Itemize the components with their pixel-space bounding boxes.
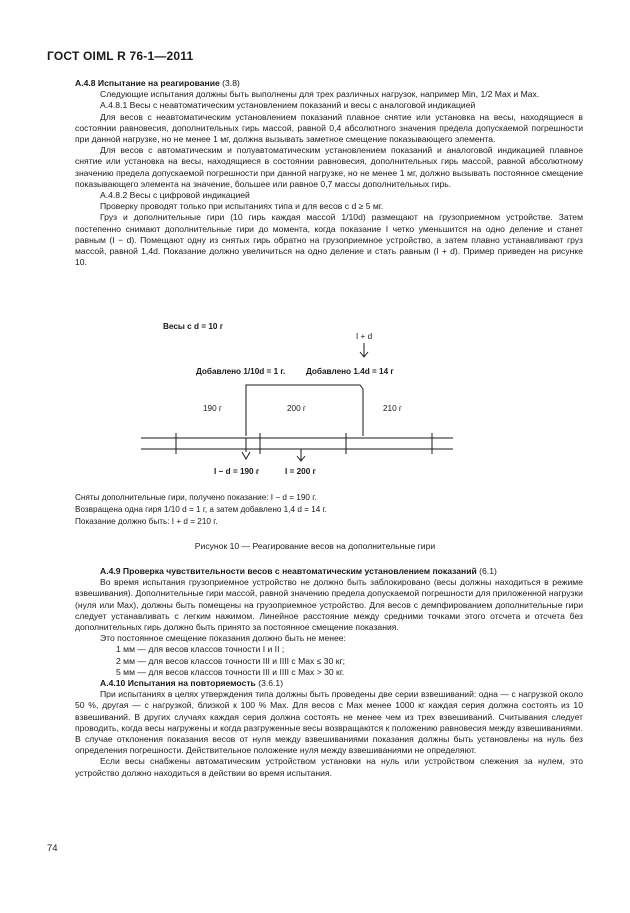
list-item: 1 мм — для весов классов точности I и II ; — [116, 644, 285, 655]
paragraph: А.4.8.2 Весы с цифровой индикацией — [100, 190, 250, 201]
label-i-plus-d: I + d — [356, 332, 373, 341]
page-number: 74 — [47, 843, 58, 854]
paragraph: Следующие испытания должны быть выполнены для трех различных нагрузок, например Min, 1/2 Max и Max. — [100, 89, 540, 100]
label-210: 210 г — [383, 404, 402, 413]
paragraph: Если весы снабжены автоматическим устройством установки на нуль или устройством слежения за нулем, это устройство должно находиться в действии во время испытания. — [75, 756, 583, 778]
section-heading — [75, 566, 583, 577]
paragraph: Проверку проводят только при испытаниях типа и для весов с d ≥ 5 мг. — [100, 201, 384, 212]
label-i-minus-d: I − d = 190 г — [214, 467, 260, 476]
paragraph: Во время испытания грузоприемное устройство не должно быть заблокировано (весы должны находиться в режиме взвешивания). Дополнительные гири массой, равной значению предела допускаемой погрешности для приложенной нагрузки (нуля или Max), должны быть помещены на грузоприемное устройство. Для весов с демпфированием дополнительные гири следует устанавливать с легким нажимом. Линейное расстояние между средними точками этого отсчета и отсчета без дополнительных гирь должно быть принято за постоянное смещение показания. — [75, 577, 583, 633]
section-heading — [75, 678, 583, 689]
label-i: I = 200 г — [285, 467, 316, 476]
heading-text: А.4.10 Испытания на повторяемость — [100, 678, 256, 689]
paragraph: Это постоянное смещение показания должно быть не менее: — [100, 633, 346, 644]
label-added-left: Добавлено 1/10d = 1 г. — [196, 367, 286, 376]
heading-ref: (6.1) — [476, 566, 497, 576]
figure-caption: Рисунок 10 — Реагирование весов на дополнительные гири — [194, 541, 436, 551]
paragraph: А.4.8.1 Весы с неавтоматическим установлением показаний и весы с аналоговой индикацией — [100, 100, 476, 111]
bracket-left — [246, 385, 262, 436]
figure-note: Возвращена одна гиря 1/10 d = 1 г, а затем добавлено 1,4 d = 14 г. — [75, 505, 327, 514]
paragraph: Для весов с неавтоматическим установлением показаний плавное снятие или установка на весы, находящиеся в состоянии равновесия, дополнительных гирь массой, равной 0,4 абсолютного значения предела допускаемой погрешности при данной нагрузке, но не менее 1 мг, должна вызывать заметное смещение показывающего элемента. — [75, 111, 583, 145]
heading-text: А.4.9 Проверка чувствительности весов с неавтоматическим установлением показаний — [100, 566, 477, 576]
figure-title: Весы с d = 10 г — [163, 322, 224, 331]
heading-ref: (3.8) — [219, 78, 240, 88]
heading-text: А.4.8 Испытание на реагирование — [75, 78, 220, 88]
bracket-right — [262, 385, 363, 436]
label-200: 200 г — [287, 404, 306, 413]
figure-note: Сняты дополнительные гири, получено показание: I − d = 190 г. — [75, 493, 317, 502]
pointer-left-arrow — [242, 452, 250, 459]
section-a49 — [75, 566, 583, 779]
paragraph: При испытаниях в целях утверждения типа должны быть проведены две серии взвешиваний: одна — с нагрузкой около 50 %, другая — с нагрузкой, близкой к 100 % Max. Для весов с Max менее 1000 кг каждая серия должна состоять из 10 взвешиваний. В других случаях каждая серия должна состоять не менее чем из трех взвешиваний. Считывания следует проводить, когда весы нагружены и когда разгруженные весы возвращаются к положению равновесия между взвешиваниями. В случае отклонения показания весов от нуля между взвешиваниями показания должны быть установлены на нуль без определения погрешности. Действительное положение нуля между взвешиваниями не определяют. — [75, 689, 583, 756]
paragraph: Груз и дополнительные гири (10 гирь каждая массой 1/10d) размещают на грузоприемном устройстве. Затем постепенно снимают дополнительные гири до момента, когда показание I четко уменьшится на одно деление и станет равным (I − d). Помещают одну из снятых гирь обратно на грузоприемное устройство, а затем плавно устанавливают груз массой, равной 1,4d. Показание должно увеличиться на одно деление и стать равным (I + d). Пример приведен на рисунке 10. — [75, 212, 583, 268]
list-item: 5 мм — для весов классов точности III и IIII с Max > 30 кг. — [116, 666, 345, 677]
document-header: ГОСТ OIML R 76-1—2011 — [47, 49, 194, 63]
list-item: 2 мм — для весов классов точности III и IIII с Max ≤ 30 кг; — [116, 655, 346, 666]
heading-ref: (3.6.1) — [255, 678, 284, 689]
label-190: 190 г — [203, 404, 222, 413]
label-added-right: Добавлено 1.4d = 14 г — [306, 367, 394, 376]
paragraph: Для весов с автоматическим и полуавтоматическим установлением показаний и аналоговой индикацией плавное снятие или установка на весы, находящиеся в состоянии равновесия, дополнительных гирь массой, равной абсолютному значению предела допускаемой погрешности при данной нагрузке, но не менее 1 мг, должно вызывать постоянное смещение показывающего элемента на значение, большее или равное 0,7 массы дополнительных гирь. — [75, 145, 583, 189]
figure-note: Показание должно быть: I + d = 210 г. — [75, 517, 218, 526]
